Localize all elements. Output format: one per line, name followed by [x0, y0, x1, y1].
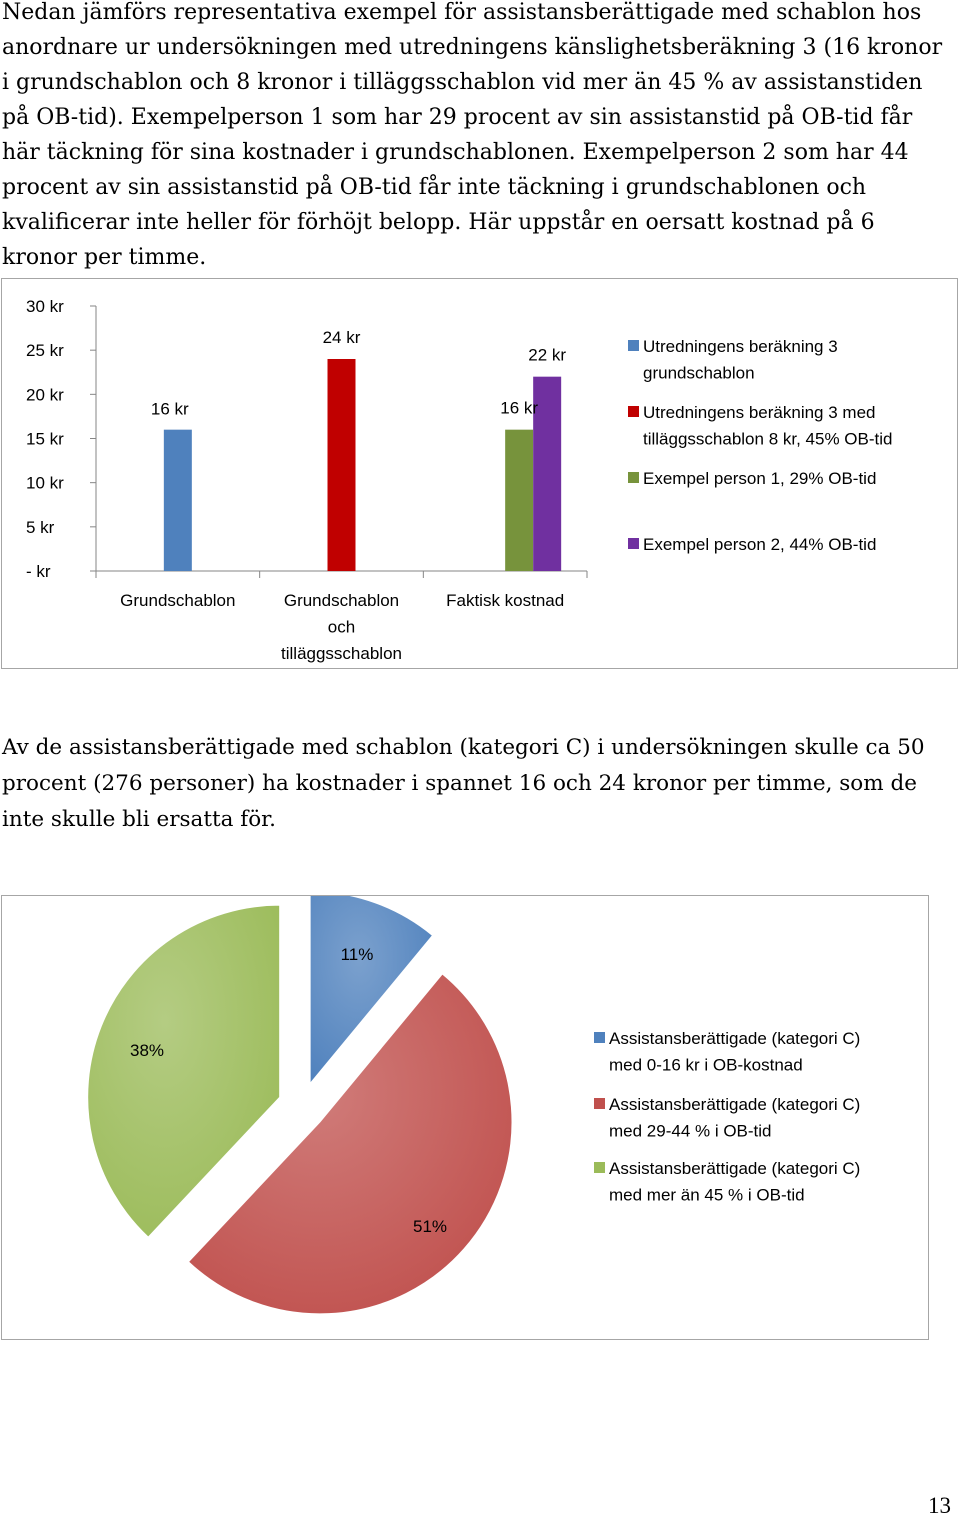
y-tick-label: 5 kr [26, 517, 55, 537]
legend-label-line: med 29-44 % i OB-tid [609, 1121, 772, 1141]
legend-label-line: Utredningens beräkning 3 [643, 337, 838, 356]
x-tick-label [281, 591, 402, 663]
y-tick-label: 30 kr [26, 297, 64, 316]
x-tick-label-line: och [327, 617, 356, 637]
legend-swatch [628, 340, 639, 351]
legend-label-line: grundschablon [643, 363, 755, 383]
legend-label [609, 1159, 860, 1205]
x-tick-label-line: Grundschablon [283, 591, 400, 610]
legend-swatch [628, 472, 639, 483]
legend-label-line: Exempel person 1, 29% OB-tid [643, 469, 877, 488]
legend-label-line: med 0-16 kr i OB-kostnad [609, 1055, 803, 1075]
bar [505, 430, 533, 571]
y-tick-label: 10 kr [26, 473, 64, 493]
legend-swatch [594, 1162, 605, 1173]
legend-label [643, 535, 876, 554]
legend-label-line: Assistansberättigade (kategori C) [609, 1095, 861, 1114]
legend-swatch [628, 538, 639, 549]
bar [164, 430, 192, 571]
legend-label [643, 403, 892, 449]
pie-chart-svg [2, 896, 928, 1339]
legend-label-line: Utredningens beräkning 3 med [643, 403, 876, 422]
pie-slice-label: 51% [412, 1217, 448, 1236]
data-label: 16 kr [150, 399, 189, 419]
legend-label-line: Assistansberättigade (kategori C) [609, 1159, 861, 1178]
legend-label [643, 337, 838, 383]
legend-swatch [594, 1098, 605, 1109]
pie-slice [88, 905, 280, 1237]
pie-slice-label: 11% [340, 945, 374, 964]
pie-chart [1, 895, 929, 1340]
bar-chart-svg [2, 279, 957, 668]
x-tick-label-line: tilläggsschablon [281, 644, 402, 663]
legend-label [609, 1095, 860, 1141]
legend-label [609, 1029, 860, 1075]
y-tick-label: 15 kr [26, 429, 64, 449]
bar-chart [1, 278, 958, 669]
legend-label-line: Exempel person 2, 44% OB-tid [643, 535, 877, 554]
legend-swatch [594, 1032, 605, 1043]
y-tick-label: 25 kr [26, 341, 64, 361]
legend-label [643, 469, 876, 488]
x-tick-label [120, 591, 235, 610]
x-tick-label-line: Faktisk kostnad [446, 591, 565, 610]
legend-swatch [628, 406, 639, 417]
legend-label-line: Assistansberättigade (kategori C) [609, 1029, 861, 1048]
pie-slice-label: 38% [129, 1041, 165, 1060]
bar [328, 359, 356, 571]
y-tick-label: - kr [26, 562, 51, 581]
legend-label-line: tilläggsschablon 8 kr, 45% OB-tid [643, 429, 893, 449]
page-number: 13 [928, 1493, 951, 1518]
x-tick-label [446, 591, 564, 610]
data-label: 24 kr [322, 328, 361, 347]
intro-paragraph: Nedan jämförs representativa exempel för assistansberättigade med schablon hos anordnare ur undersökningen med utredningens känslighetsberäkning 3 (16 kronor i grundschablon och 8 kronor i tilläggsschablon vid mer än 45 % av assistanstiden på OB-tid). Exempelperson 1 som har 29 procent av sin assistanstid på OB-tid får här täckning för sina kostnader i grundschablonen. Exempelperson 2 som har 44 procent av sin assistanstid på OB-tid får inte täckning i grundschablonen och kvalificerar inte heller för förhöjt belopp. Här uppstår en oersatt kostnad på 6 kronor per timme. [2, 0, 943, 270]
y-tick-label: 20 kr [26, 385, 64, 405]
data-label: 22 kr [528, 345, 567, 365]
body-paragraph: Av de assistansberättigade med schablon (kategori C) i undersökningen skulle ca 50 procent (276 personer) ha kostnader i spannet 16 och 24 kronor per timme, som de inte skulle bli ersatta för. [2, 735, 925, 832]
x-tick-label-line: Grundschablon [120, 591, 236, 610]
data-label: 16 kr [500, 398, 539, 418]
legend-label-line: med mer än 45 % i OB-tid [609, 1185, 805, 1205]
